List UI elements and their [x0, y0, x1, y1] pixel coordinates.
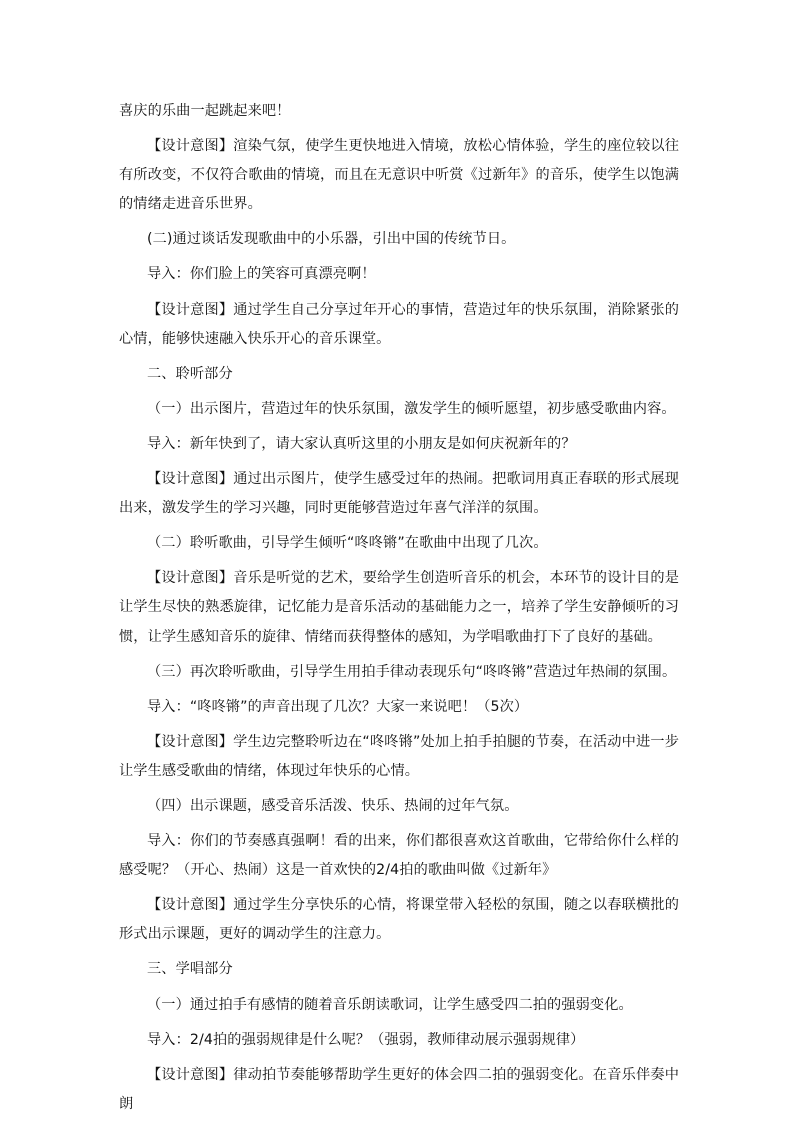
subsection-heading: （二）聆听歌曲，引导学生倾听“咚咚锵”在歌曲中出现了几次。 — [147, 535, 548, 552]
subsection-heading: (二)通过谈话发现歌曲中的小乐器，引出中国的传统节日。 — [147, 231, 516, 248]
subsection-heading: （一）通过拍手有感情的随着音乐朗读歌词，让学生感受四二拍的强弱变化。 — [147, 996, 633, 1013]
design-intent-paragraph: 【设计意图】音乐是听觉的艺术，要给学生创造听音乐的机会，本环节的设计目的是让学生尽快的熟悉旋律，记忆能力是音乐活动的基础能力之一，培养了学生安静倾听的习惯，让学生感知音乐的旋律、情绪而获得整体的感知，为学唱歌曲打下了良好的基础。 — [119, 570, 679, 645]
section-heading: 三、学唱部分 — [147, 961, 233, 978]
design-intent-paragraph: 【设计意图】通过学生自己分享过年开心的事情，营造过年的快乐氛围，消除紧张的心情，能够快速融入快乐开心的音乐课堂。 — [119, 301, 679, 347]
page-body — [119, 97, 679, 1119]
paragraph-continuation: 喜庆的乐曲一起跳起来吧！ — [119, 103, 291, 119]
intro-paragraph: 导入：你们的节奏感真强啊！看的出来，你们都很喜欢这首歌曲，它带给你什么样的感受呢？（开心、热闹）这是一首欢快的2/4拍的歌曲叫做《过新年》 — [119, 833, 679, 879]
intro-paragraph: 导入：“咚咚锵”的声音出现了几次？大家一来说吧！（5次） — [147, 698, 529, 715]
intro-paragraph: 导入：你们脸上的笑容可真漂亮啊！ — [147, 266, 376, 283]
design-intent-paragraph: 【设计意图】律动拍节奏能够帮助学生更好的体会四二拍的强弱变化。在音乐伴奏中朗 — [119, 1066, 679, 1112]
subsection-heading: （一）出示图片，营造过年的快乐氛围，激发学生的倾听愿望，初步感受歌曲内容。 — [147, 400, 676, 417]
design-intent-paragraph: 【设计意图】学生边完整聆听边在“咚咚锵”处加上拍手拍腿的节奏，在活动中进一步让学生感受歌曲的情绪，体现过年快乐的心情。 — [119, 733, 679, 779]
intro-paragraph: 导入：2/4拍的强弱规律是什么呢？（强弱，教师律动展示强弱规律） — [147, 1031, 585, 1048]
intro-paragraph: 导入：新年快到了，请大家认真听这里的小朋友是如何庆祝新年的？ — [147, 435, 576, 452]
design-intent-paragraph: 【设计意图】通过出示图片，使学生感受过年的热闹。把歌词用真正春联的形式展现出来，激发学生的学习兴趣，同时更能够营造过年喜气洋洋的氛围。 — [119, 471, 679, 517]
subsection-heading: （四）出示课题，感受音乐活泼、快乐、热闹的过年气氛。 — [147, 797, 519, 814]
subsection-heading: （三）再次聆听歌曲，引导学生用拍手律动表现乐句“咚咚锵”营造过年热闹的氛围。 — [147, 663, 677, 680]
design-intent-paragraph: 【设计意图】渲染气氛，使学生更快地进入情境，放松心情体验，学生的座位较以往有所改变，不仅符合歌曲的情境，而且在无意识中听赏《过新年》的音乐，使学生以饱满的情绪走进音乐世界。 — [119, 138, 679, 213]
section-heading: 二、聆听部分 — [147, 365, 233, 382]
design-intent-paragraph: 【设计意图】通过学生分享快乐的心情，将课堂带入轻松的氛围，随之以春联横批的形式出示课题，更好的调动学生的注意力。 — [119, 897, 679, 943]
